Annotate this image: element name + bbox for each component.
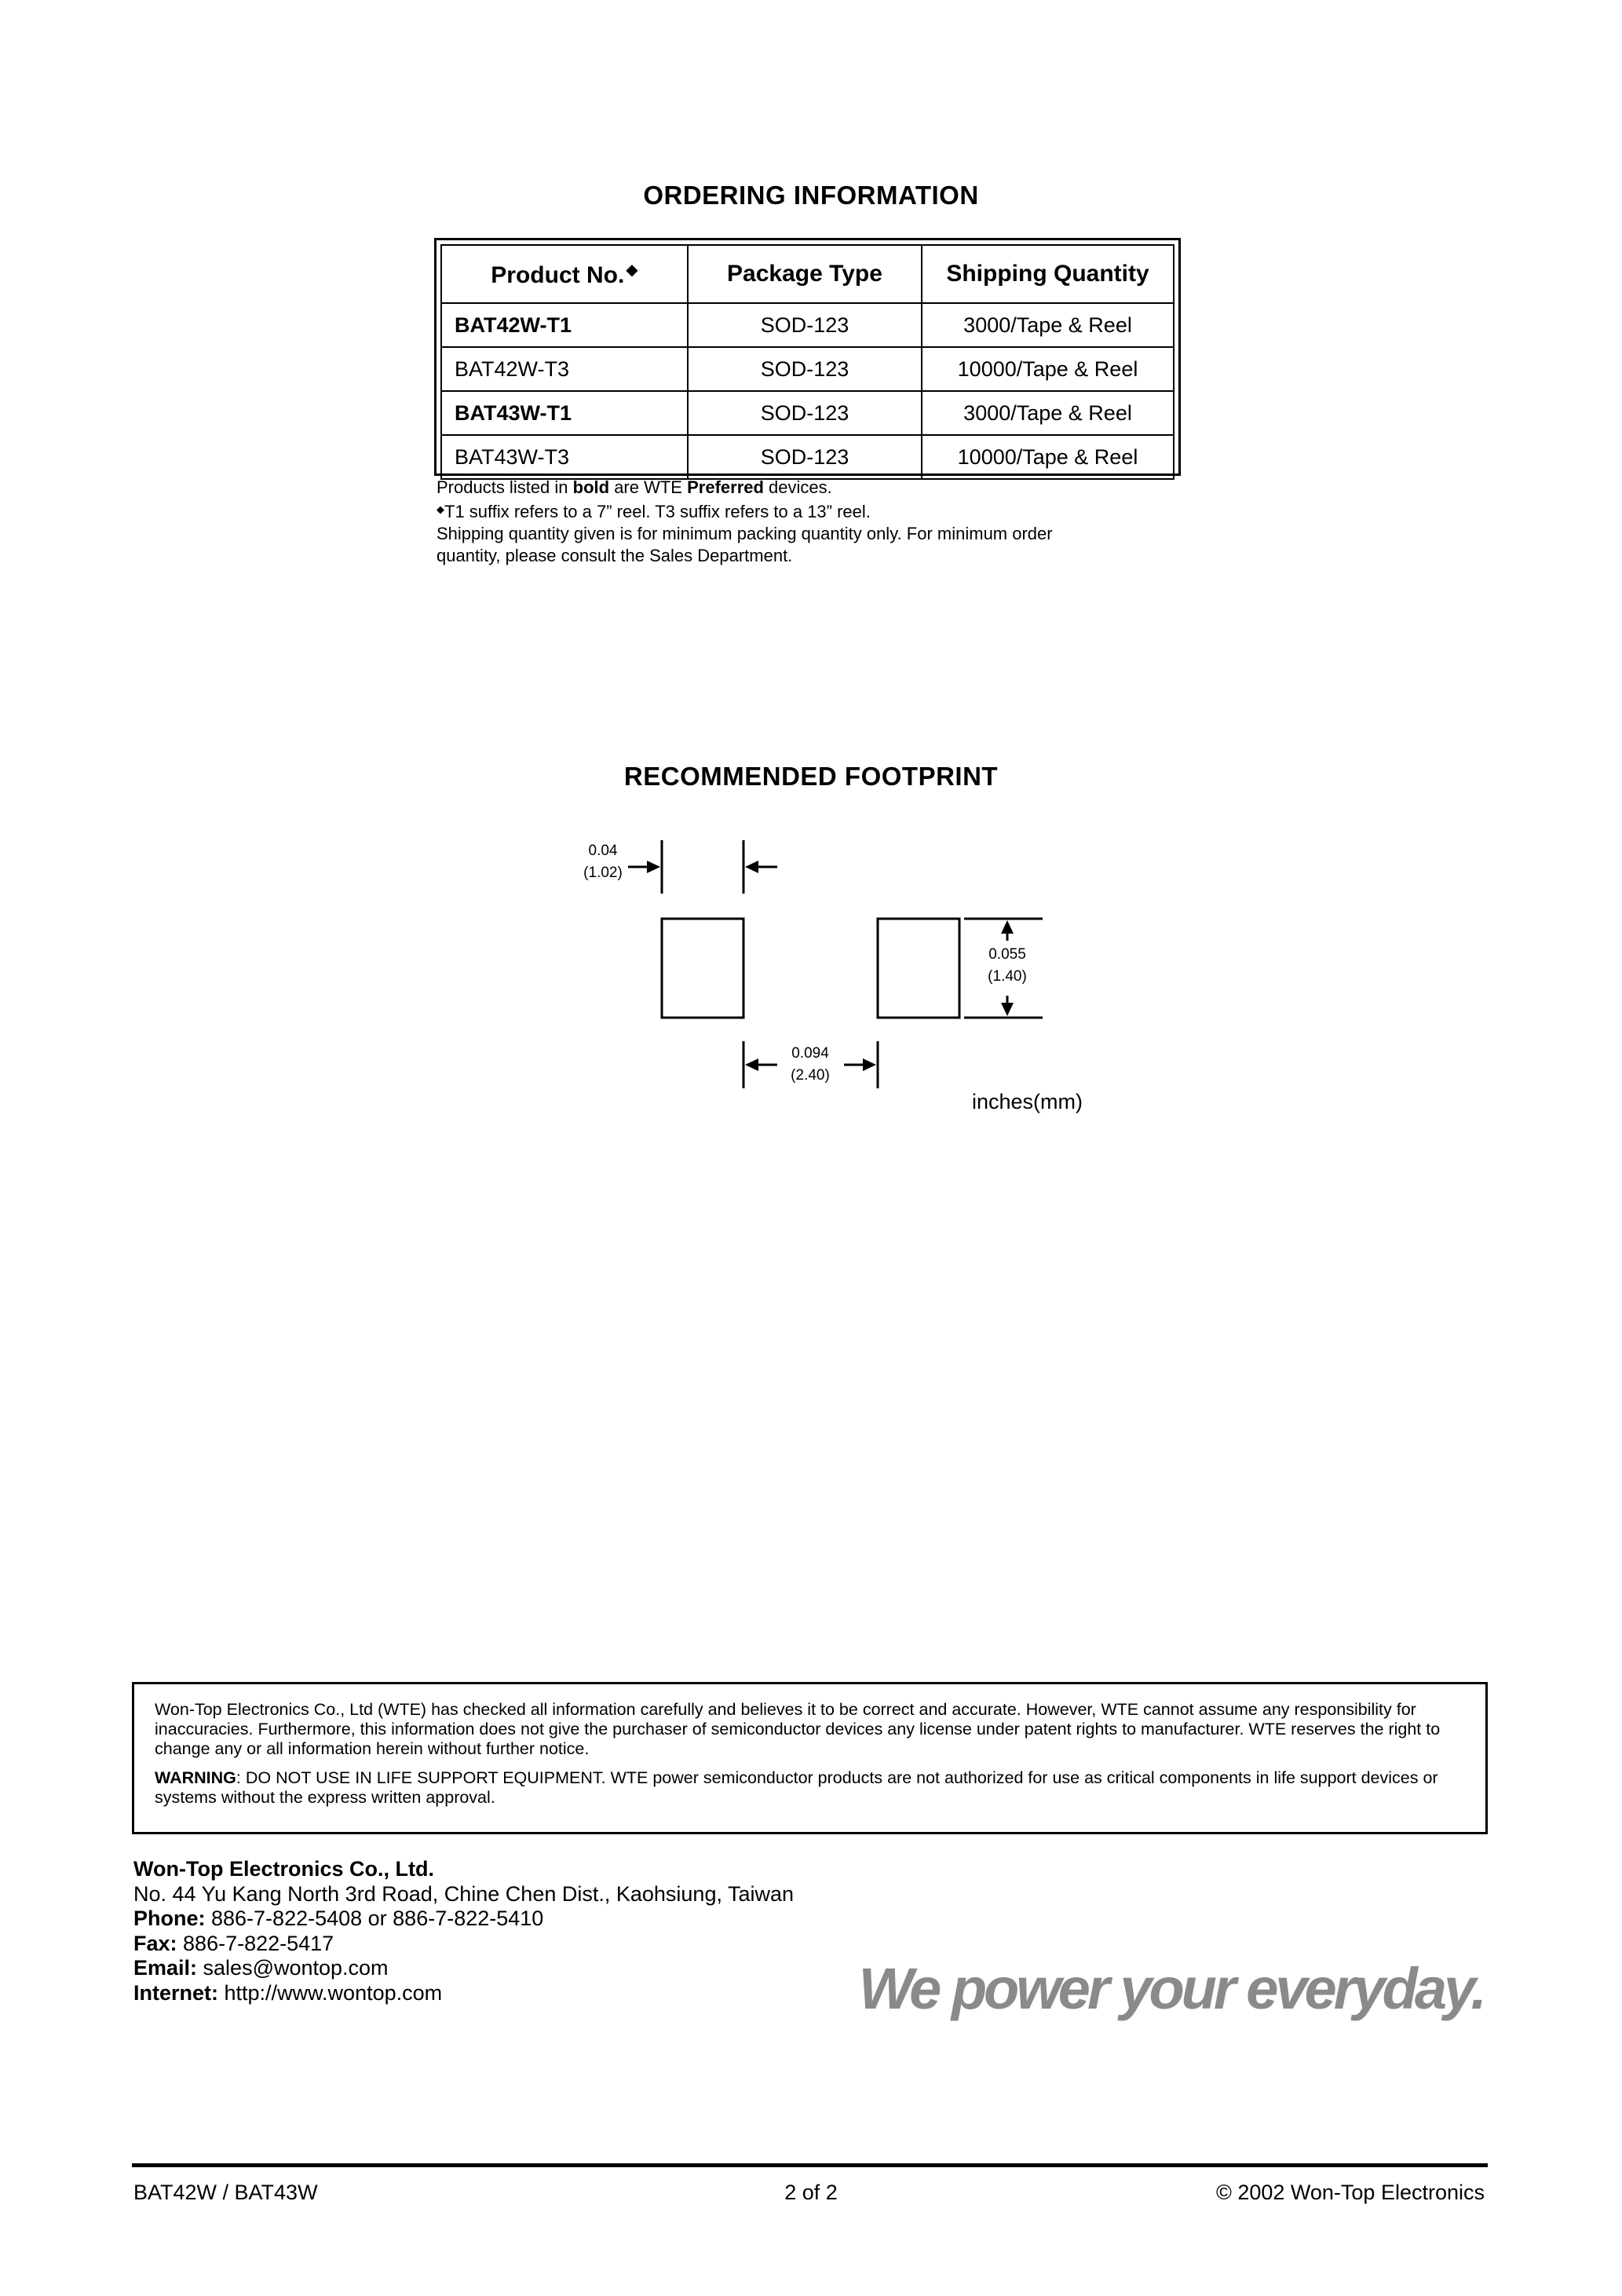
- footprint-pad-left: [662, 919, 743, 1018]
- warning-text: WARNING: DO NOT USE IN LIFE SUPPORT EQUIPMENT. WTE power semiconductor products are not authorized for use as critical components in life support devices or systems without the express written approval.: [155, 1768, 1438, 1807]
- cell-product: BAT42W-T1: [441, 303, 688, 347]
- cell-shipping: 3000/Tape & Reel: [922, 303, 1174, 347]
- cell-package: SOD-123: [688, 391, 922, 435]
- shipping-note-line-1: Shipping quantity given is for minimum packing quantity only. For minimum order: [437, 524, 1053, 543]
- width-inches-label: 0.094: [791, 1045, 829, 1062]
- preferred-note: Products listed in bold are WTE Preferred devices.: [437, 477, 832, 497]
- table-row: [441, 303, 1174, 347]
- footer-copyright: © 2002 Won-Top Electronics: [1215, 2181, 1485, 2204]
- table-row: [441, 391, 1174, 435]
- gap-arrow-right-icon: [745, 861, 758, 873]
- cell-package: SOD-123: [688, 303, 922, 347]
- company-email: Email: sales@wontop.com: [133, 1956, 389, 1980]
- header-shipping: Shipping Quantity: [922, 245, 1174, 303]
- table-row: [441, 435, 1174, 479]
- cell-package: SOD-123: [688, 435, 922, 479]
- footer-page-number: 2 of 2: [784, 2181, 838, 2204]
- ordering-table-frame: [434, 238, 1181, 476]
- cell-shipping: 10000/Tape & Reel: [922, 347, 1174, 391]
- gap-arrow-left-icon: [647, 861, 660, 873]
- footprint-pad-right: [878, 919, 959, 1018]
- diamond-marker-icon: ◆: [437, 503, 444, 515]
- footprint-drawing: [550, 824, 1068, 1091]
- company-address: No. 44 Yu Kang North 3rd Road, Chine Chen Dist., Kaohsiung, Taiwan: [133, 1881, 795, 1906]
- disclaimer-text: Won-Top Electronics Co., Ltd (WTE) has checked all information carefully and believes it to be correct and accurate. However, WTE cannot assume any responsibility for inaccuracies. Furthermore, this information does not give the purchaser of semiconductor devices any license under patent rights to manufacturer. WTE reserves the right to change any or all information herein without further notice.: [155, 1700, 1441, 1758]
- height-inches-label: 0.055: [988, 946, 1026, 963]
- company-info: [133, 1857, 794, 2005]
- units-label: inches(mm): [972, 1090, 1083, 1113]
- ordering-table: [440, 244, 1174, 480]
- cell-shipping: 3000/Tape & Reel: [922, 391, 1174, 435]
- cell-product: BAT42W-T3: [441, 347, 688, 391]
- shipping-note-line-2: quantity, please consult the Sales Department.: [437, 546, 793, 565]
- table-row: [441, 347, 1174, 391]
- cell-package: SOD-123: [688, 347, 922, 391]
- width-arrow-right-icon: [863, 1058, 876, 1071]
- width-mm-label: (2.40): [791, 1067, 830, 1084]
- gap-inches-label: 0.04: [588, 843, 618, 859]
- table-header-row: [441, 245, 1174, 303]
- warning-label: WARNING: [155, 1768, 236, 1787]
- company-phone: Phone: 886-7-822-5408 or 886-7-822-5410: [133, 1907, 544, 1930]
- diamond-marker-icon: ◆: [626, 261, 638, 279]
- footer-part-number: BAT42W / BAT43W: [133, 2181, 318, 2204]
- cell-shipping: 10000/Tape & Reel: [922, 435, 1174, 479]
- cell-product: BAT43W-T3: [441, 435, 688, 479]
- height-arrow-down-icon: [1001, 1003, 1014, 1016]
- footer-divider: [132, 2163, 1488, 2167]
- header-product: Product No. ◆: [441, 245, 688, 303]
- disclaimer-box: [132, 1682, 1488, 1834]
- cell-product: BAT43W-T1: [441, 391, 688, 435]
- gap-mm-label: (1.02): [583, 865, 623, 881]
- ordering-notes: [437, 477, 1206, 567]
- ordering-title: ORDERING INFORMATION: [643, 181, 979, 210]
- company-slogan: We power your everyday.: [858, 1956, 1484, 2021]
- height-mm-label: (1.40): [988, 968, 1027, 985]
- company-fax: Fax: 886-7-822-5417: [133, 1931, 334, 1955]
- footprint-title: RECOMMENDED FOOTPRINT: [623, 762, 999, 791]
- company-internet: Internet: http://www.wontop.com: [133, 1980, 443, 2005]
- header-package: Package Type: [688, 245, 922, 303]
- suffix-note: ◆T1 suffix refers to a 7” reel. T3 suffix refers to a 13” reel.: [437, 502, 871, 521]
- company-name: Won-Top Electronics Co., Ltd.: [133, 1857, 434, 1881]
